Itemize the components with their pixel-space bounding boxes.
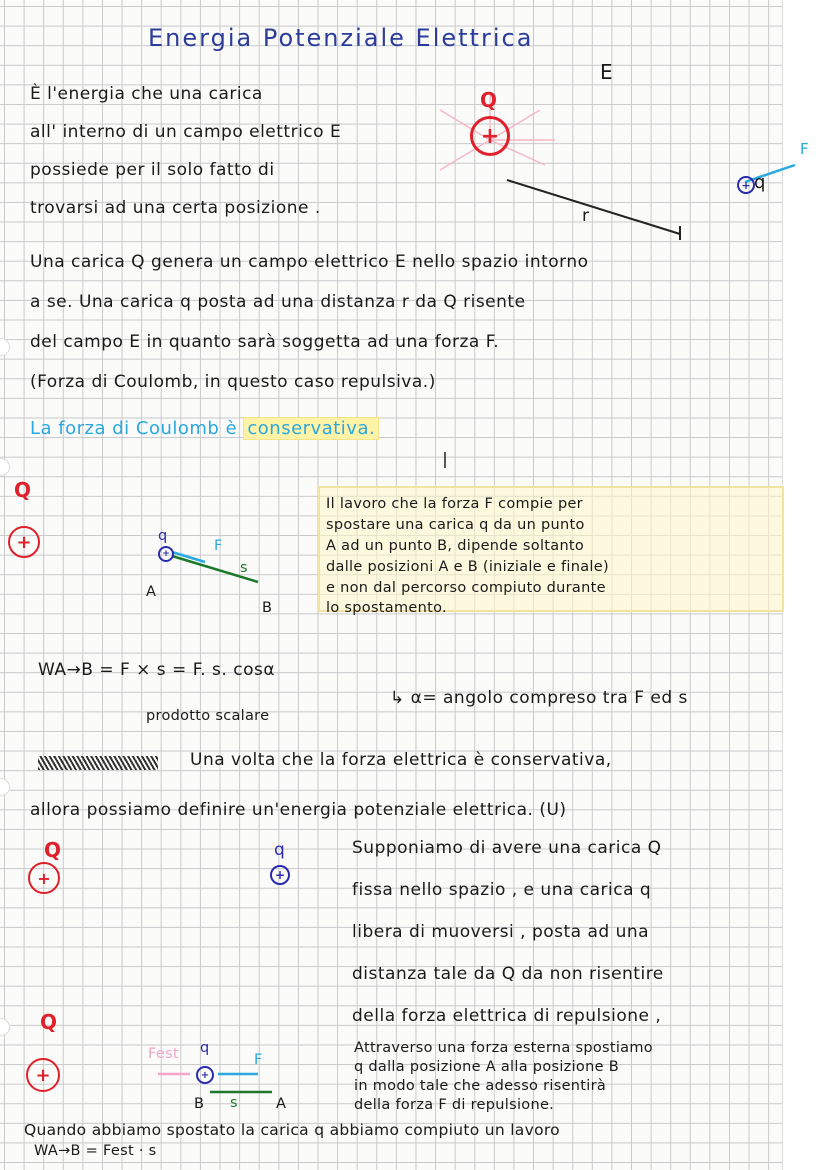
page-title: Energia Potenziale Elettrica bbox=[148, 24, 534, 52]
force-label: F bbox=[254, 1052, 263, 1068]
text-line: libera di muoversi , posta ad una bbox=[352, 922, 650, 942]
charge-Q-label: Q bbox=[44, 838, 62, 862]
charge-q-label: q bbox=[754, 172, 766, 193]
text-line: del campo E in quanto sarà soggetta ad una forza F. bbox=[30, 332, 500, 352]
text-line: distanza tale da Q da non risentire bbox=[352, 964, 664, 984]
text-line: Attraverso una forza esterna spostiamo bbox=[354, 1040, 653, 1056]
displacement-label: s bbox=[240, 560, 248, 576]
positive-charge-icon: + bbox=[470, 116, 510, 156]
text-line: A ad un punto B, dipende soltanto bbox=[326, 538, 585, 554]
point-A-label: A bbox=[276, 1096, 287, 1112]
highlighted-word: conservativa. bbox=[243, 417, 379, 440]
positive-charge-icon: + bbox=[26, 1058, 60, 1092]
text-line: q dalla posizione A alla posizione B bbox=[354, 1059, 619, 1075]
positive-charge-icon: + bbox=[270, 865, 290, 885]
text-line: all' interno di un campo elettrico E bbox=[30, 122, 342, 142]
work-formula-external: WA→B = Fest · s bbox=[34, 1143, 157, 1159]
positive-charge-icon: + bbox=[196, 1066, 214, 1084]
text-line: fissa nello spazio , e una carica q bbox=[352, 880, 652, 900]
charge-q-label: q bbox=[200, 1040, 210, 1056]
charge-Q-label: Q bbox=[14, 478, 32, 502]
text-line: Il lavoro che la forza F compie per bbox=[326, 496, 583, 512]
text-line: della forza F di repulsione. bbox=[354, 1097, 555, 1113]
text-line: della forza elettrica di repulsione , bbox=[352, 1006, 662, 1026]
point-A-label: A bbox=[146, 584, 157, 600]
text-line: Supponiamo di avere una carica Q bbox=[352, 838, 662, 858]
text-line: allora possiamo definire un'energia potenziale elettrica. (U) bbox=[30, 800, 567, 820]
text-line: dalle posizioni A e B (iniziale e finale) bbox=[326, 559, 609, 575]
text-line: Quando abbiamo spostato la carica q abbiamo compiuto un lavoro bbox=[24, 1121, 560, 1139]
external-force-label: Fest bbox=[148, 1046, 179, 1062]
distance-label: r bbox=[582, 206, 590, 226]
text-line: spostare una carica q da un punto bbox=[326, 517, 585, 533]
displacement-label: s bbox=[230, 1095, 238, 1111]
force-label: F bbox=[214, 538, 223, 554]
charge-q-label: q bbox=[158, 528, 168, 544]
section-heading bbox=[30, 418, 379, 439]
charge-Q-label: Q bbox=[40, 1010, 58, 1034]
force-label: F bbox=[800, 140, 810, 158]
point-B-label: B bbox=[262, 600, 273, 616]
work-formula: WA→B = F × s = F. s. cosα bbox=[38, 660, 276, 680]
positive-charge-icon: + bbox=[8, 526, 40, 558]
charge-Q-label: Q bbox=[480, 88, 498, 112]
text-line: in modo tale che adesso risentirà bbox=[354, 1078, 607, 1094]
text-line: possiede per il solo fatto di bbox=[30, 160, 275, 180]
field-label: E bbox=[600, 60, 614, 84]
scribble bbox=[38, 756, 158, 770]
distance-line bbox=[507, 180, 680, 234]
text-line: Una volta che la forza elettrica è conservativa, bbox=[190, 750, 612, 770]
alpha-definition: ↳ α= angolo compreso tra F ed s bbox=[390, 688, 688, 708]
heading-text: La forza di Coulomb è bbox=[30, 418, 238, 439]
text-line: (Forza di Coulomb, in questo caso repulsiva.) bbox=[30, 372, 436, 392]
text-line: trovarsi ad una certa posizione . bbox=[30, 198, 321, 218]
positive-charge-icon: + bbox=[158, 546, 174, 562]
text-line: e non dal percorso compiuto durante bbox=[326, 580, 606, 596]
charge-q-label: q bbox=[274, 840, 286, 860]
text-line: È l'energia che una carica bbox=[30, 84, 263, 104]
formula-note: prodotto scalare bbox=[146, 708, 270, 724]
positive-charge-icon: + bbox=[28, 862, 60, 894]
positive-charge-icon: + bbox=[737, 176, 755, 194]
text-line: lo spostamento. bbox=[326, 600, 447, 616]
point-B-label: B bbox=[194, 1096, 205, 1112]
text-line: Una carica Q genera un campo elettrico E nello spazio intorno bbox=[30, 252, 589, 272]
text-line: a se. Una carica q posta ad una distanza r da Q risente bbox=[30, 292, 526, 312]
